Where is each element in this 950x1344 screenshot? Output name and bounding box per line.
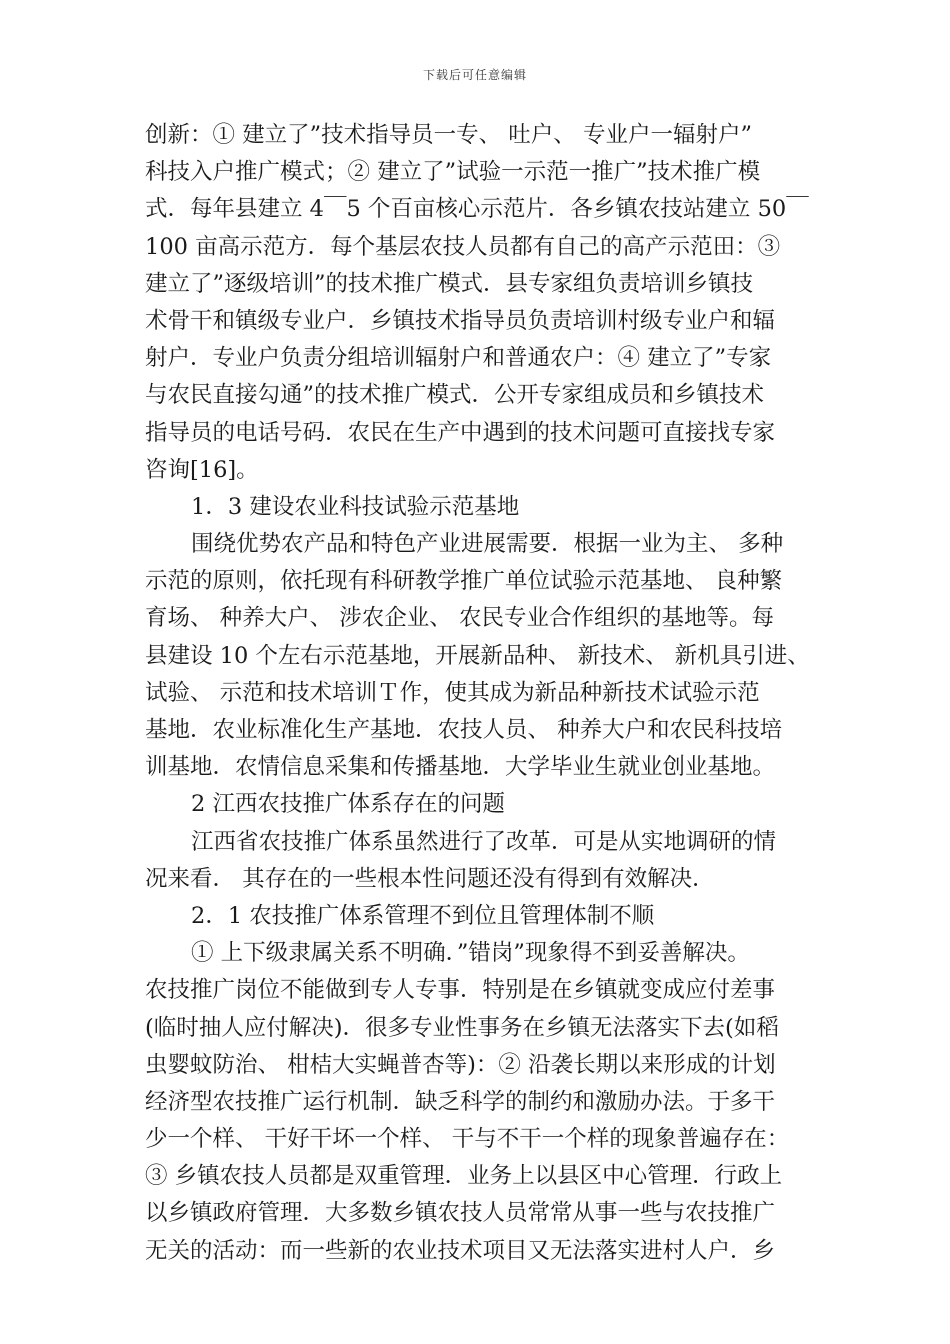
text-line: 创新：① 建立了”技术指导员一专、 吐户、 专业户一辐射户” — [145, 122, 752, 148]
text-line: 少一个样、 干好干坏一个样、 干与不干一个样的现象普遍存在： — [145, 1126, 790, 1153]
text-line: 况来看． 其存在的一些根本性问题还没有得到有效解决． — [145, 865, 715, 892]
text-line: 建立了”逐级培训”的技术推广模式．县专家组负责培训乡镇技 — [145, 270, 754, 297]
text-line: 育场、 种养大户、 涉农企业、 农民专业合作组织的基地等。每 — [145, 605, 774, 632]
text-line: 2 江西农技推广体系存在的问题 — [191, 791, 505, 818]
text-line: 术骨干和镇级专业户．乡镇技术指导员负责培训村级专业户和辐 — [145, 307, 776, 334]
text-line: 咨询[16]。 — [145, 456, 259, 483]
text-line: 试验、 示范和技术培训Ｔ作，使其成为新品种新技术试验示范 — [145, 679, 760, 706]
text-line: 1．3 建设农业科技试验示范基地 — [191, 493, 520, 520]
text-line: 式．每年县建立 4￣5 个百亩核心示范片．各乡镇农技站建立 50￣ — [145, 196, 809, 223]
text-line: 以乡镇政府管理．大多数乡镇农技人员常常从事一些与农技推广 — [145, 1200, 776, 1227]
text-line: 与农民直接勾通”的技术推广模式．公开专家组成员和乡镇技术 — [145, 382, 765, 409]
text-line: 江西省农技推广体系虽然进行了改革．可是从实地调研的情 — [191, 828, 777, 855]
text-line: 射户．专业户负责分组培训辐射户和普通农户：④ 建立了”专家 — [145, 345, 772, 372]
text-line: 指导员的电话号码．农民在生产中遇到的技术问题可直接找专家 — [145, 419, 776, 446]
text-line: 县建设 10 个左右示范基地，开展新品种、 新技术、 新机具引进、 — [145, 642, 810, 669]
text-line: 基地．农业标准化生产基地．农技人员、 种养大户和农民科技培 — [145, 717, 783, 743]
document-body — [145, 117, 825, 1270]
text-line: 虫婴蚊防治、 柑桔大实蝇普杏等)：② 沿袭长期以来形成的计划 — [145, 1051, 776, 1078]
text-line: 100 亩高示范方．每个基层农技人员都有自己的高产示范田：③ — [145, 233, 781, 260]
text-line: 科技入户推广模式；② 建立了”试验一示范一推广”技术推广模 — [145, 159, 761, 186]
text-line: ① 上下级隶属关系不明确．”错岗”现象得不到妥善解决。 — [191, 940, 750, 967]
text-line: 2．1 农技推广体系管理不到位且管理体制不顺 — [191, 902, 655, 929]
text-line: 无关的活动：而一些新的农业技术项目又无法落实进村人户．乡 — [145, 1237, 776, 1264]
text-line: 训基地．农情信息采集和传播基地．大学毕业生就业创业基地。 — [145, 754, 776, 781]
text-line: 农技推广岗位不能做到专人专事．特别是在乡镇就变成应付差事 — [145, 977, 776, 1004]
text-line: 示范的原则，依托现有科研教学推广单位试验示范基地、 良种繁 — [145, 568, 783, 595]
text-line: ③ 乡镇农技人员都是双重管理．业务上以县区中心管理．行政上 — [145, 1163, 783, 1190]
text-line: 围绕优势农产品和特色产业进展需要．根据一业为主、 多种 — [191, 531, 784, 558]
text-line: (临时抽人应付解决)．很多专业性事务在乡镇无法落实下去(如稻 — [145, 1014, 779, 1041]
text-line: 经济型农技推广运行机制．缺乏科学的制约和激励办法。于多干 — [145, 1088, 776, 1115]
page-header: 下载后可任意编辑 — [422, 68, 527, 82]
